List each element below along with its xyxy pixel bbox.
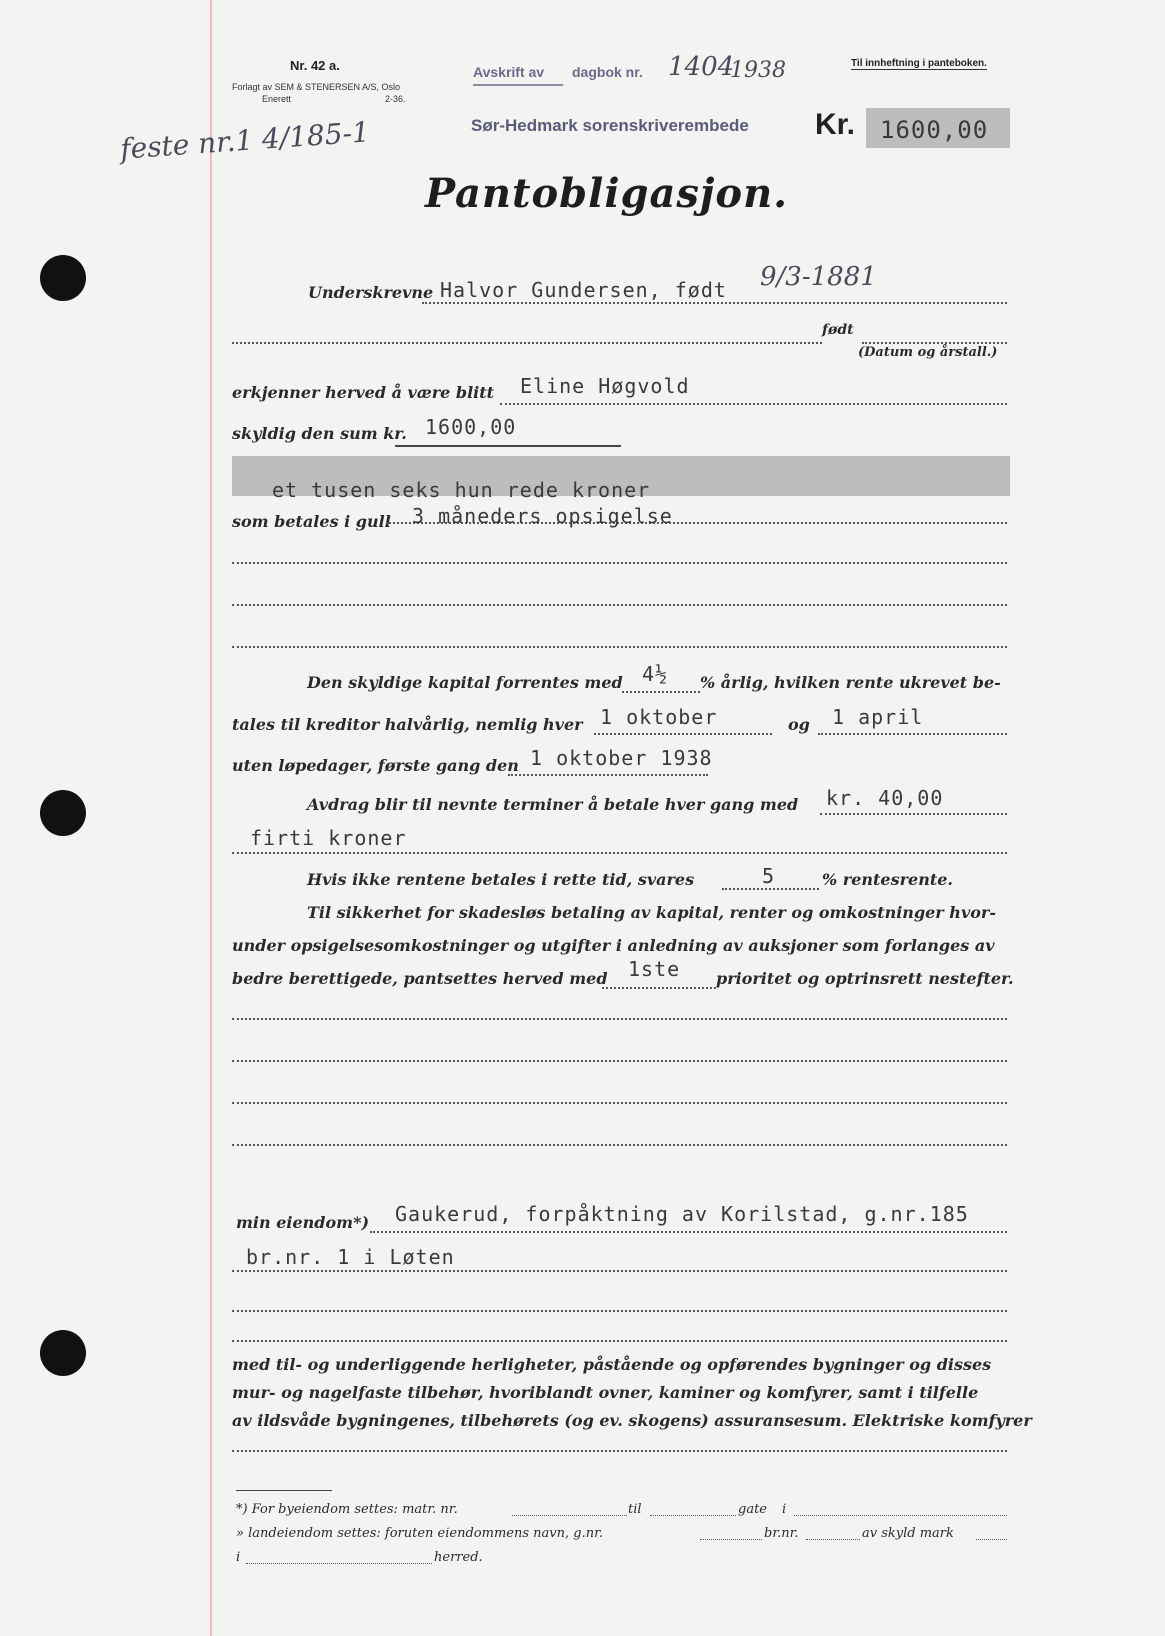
tilbehor-text-3: av ildsvåde bygningenes, tilbehørets (og ev. skogens) assuransesum. Elektriske komfyrer (232, 1411, 1032, 1430)
kr-amount: 1600,00 (880, 116, 989, 144)
footnote-line (976, 1539, 1007, 1540)
blank-line (232, 342, 822, 344)
footnote-2a: » landeiendom settes: foruten eiendommens navn, g.nr. (236, 1526, 603, 1541)
avdrag-words: firti kroner (250, 826, 407, 850)
rente-line (622, 691, 700, 693)
footnote-2b: br.nr. (764, 1526, 799, 1541)
top-right-note: Til innheftning i panteboken. (851, 58, 987, 69)
date2-line (818, 733, 1007, 735)
blank-line (232, 1060, 1007, 1062)
avdrag-words-line (232, 852, 1007, 854)
footnote-line (806, 1539, 860, 1540)
betales-value: 3 måneders opsigelse (412, 504, 673, 528)
document-title: Pantobligasjon. (425, 170, 789, 217)
blank-line (232, 1102, 1007, 1104)
margin-rule (210, 0, 212, 1636)
footnote-3a: i (236, 1550, 241, 1565)
rente-label-b: % årlig, hvilken rente ukrevet be- (700, 673, 1001, 692)
footnote-line (700, 1539, 762, 1540)
form-number: Nr. 42 a. (290, 58, 340, 73)
sum-value: 1600,00 (425, 415, 517, 439)
underskrevne-value: Halvor Gundersen, født (440, 278, 727, 302)
rentesrente-label-b: % rentesrente. (822, 870, 953, 889)
tilbehor-text-2: mur- og nagelfaste tilbehør, hvoriblandt ovner, kaminer og komfyrer, samt i tilfelle (232, 1383, 979, 1402)
creditor-line (500, 403, 1007, 405)
first-date-line (508, 774, 708, 776)
sikkerhet-text-2: under opsigelsesomkostninger og utgifter i anledning av auksjoner som forlanges av (232, 936, 995, 955)
blank-line (232, 562, 1007, 564)
blank-line (232, 1450, 1007, 1452)
blank-line (232, 1144, 1007, 1146)
fodt-label: født (822, 322, 854, 338)
prioritet-line (602, 987, 716, 989)
footnote-1a: *) For byeiendom settes: matr. nr. (236, 1502, 458, 1517)
sikkerhet-text-3: bedre berettigede, pantsettes herved med (232, 969, 608, 988)
blank-line (232, 604, 1007, 606)
date1-value: 1 oktober (600, 705, 718, 729)
footnote-1b: til (628, 1502, 642, 1517)
betales-label: som betales i gull (232, 512, 391, 531)
creditor-name: Eline Høgvold (520, 374, 690, 398)
office-stamp: Sør-Hedmark sorenskriverembede (471, 116, 749, 135)
blank-line (232, 1340, 1007, 1342)
avdrag-label: Avdrag blir til nevnte terminer å betale hver gang med (307, 795, 799, 814)
footnote-line (794, 1515, 1007, 1516)
blank-line (232, 1310, 1007, 1312)
sikkerhet-text-1: Til sikkerhet for skadesløs betaling av kapital, renter og omkostninger hvor- (307, 903, 996, 922)
sikkerhet-text-4: prioritet og optrinsrett nestefter. (716, 969, 1014, 988)
rentesrente-line (722, 888, 819, 890)
prioritet-value: 1ste (628, 957, 681, 981)
punch-hole (40, 1330, 86, 1376)
footnote-rule (236, 1490, 332, 1491)
datum-label: (Datum og årstall.) (858, 345, 998, 360)
footnote-line (650, 1515, 736, 1516)
rentesrente-label: Hvis ikke rentene betales i rette tid, svares (307, 870, 695, 889)
rente-value: 4½ (642, 662, 669, 686)
footnote-line (512, 1515, 627, 1516)
copy-stamp: Avskrift av (473, 64, 545, 80)
tilbehor-text-1: med til- og underliggende herligheter, påstående og opførendes bygninger og disses (232, 1355, 992, 1374)
halvarlig-label: tales til kreditor halvårlig, nemlig hver (232, 715, 583, 734)
margin-note: feste nr.1 4/185-1 (119, 115, 371, 166)
og-label: og (788, 715, 810, 734)
skyldig-label: skyldig den sum kr. (232, 424, 407, 443)
publisher-date: 2-36. (385, 94, 406, 104)
footnote-1c: gate (738, 1502, 767, 1517)
sum-line (395, 445, 621, 447)
date1-line (594, 733, 772, 735)
underskrevne-label: Underskrevne (308, 283, 434, 302)
blank-line (232, 646, 1007, 648)
avdrag-value: kr. 40,00 (826, 786, 944, 810)
footnote-3b: herred. (434, 1550, 483, 1565)
publisher-line: Forlagt av SEM & STENERSEN A/S, Oslo (232, 82, 401, 92)
punch-hole (40, 790, 86, 836)
eiendom-value-2: br.nr. 1 i Løten (246, 1245, 455, 1269)
blank-line (232, 1018, 1007, 1020)
date2-value: 1 april (832, 705, 924, 729)
blank-line (862, 342, 1007, 344)
eiendom-line-2 (232, 1270, 1007, 1272)
erkjenner-label: erkjenner herved å være blitt (232, 383, 495, 402)
dagbok-number: 1404 (668, 52, 735, 82)
eiendom-value-1: Gaukerud, forpåktning av Korilstad, g.nr.185 (395, 1202, 969, 1226)
stamp-underline (473, 84, 563, 86)
publisher-enerett: Enerett (262, 94, 292, 104)
footnote-2c: av skyld mark (862, 1526, 954, 1541)
birth-date: 9/3-1881 (760, 262, 877, 292)
punch-hole (40, 255, 86, 301)
dagbok-year: 1938 (730, 58, 786, 83)
dagbok-label: dagbok nr. (572, 64, 643, 80)
eiendom-label: min eiendom*) (236, 1213, 370, 1232)
kr-label: Kr. (815, 108, 856, 141)
first-date-value: 1 oktober 1938 (530, 746, 713, 770)
avdrag-line (820, 813, 1007, 815)
footnote-line (246, 1563, 432, 1564)
underskrevne-line (422, 302, 1007, 304)
rente-label: Den skyldige kapital forrentes med (307, 673, 623, 692)
footnote-1d: i (782, 1502, 787, 1517)
rentesrente-value: 5 (762, 864, 776, 888)
sum-in-words: et tusen seks hun rede kroner (272, 478, 651, 502)
eiendom-line (370, 1231, 1007, 1233)
lopedager-label: uten løpedager, første gang den (232, 756, 519, 775)
